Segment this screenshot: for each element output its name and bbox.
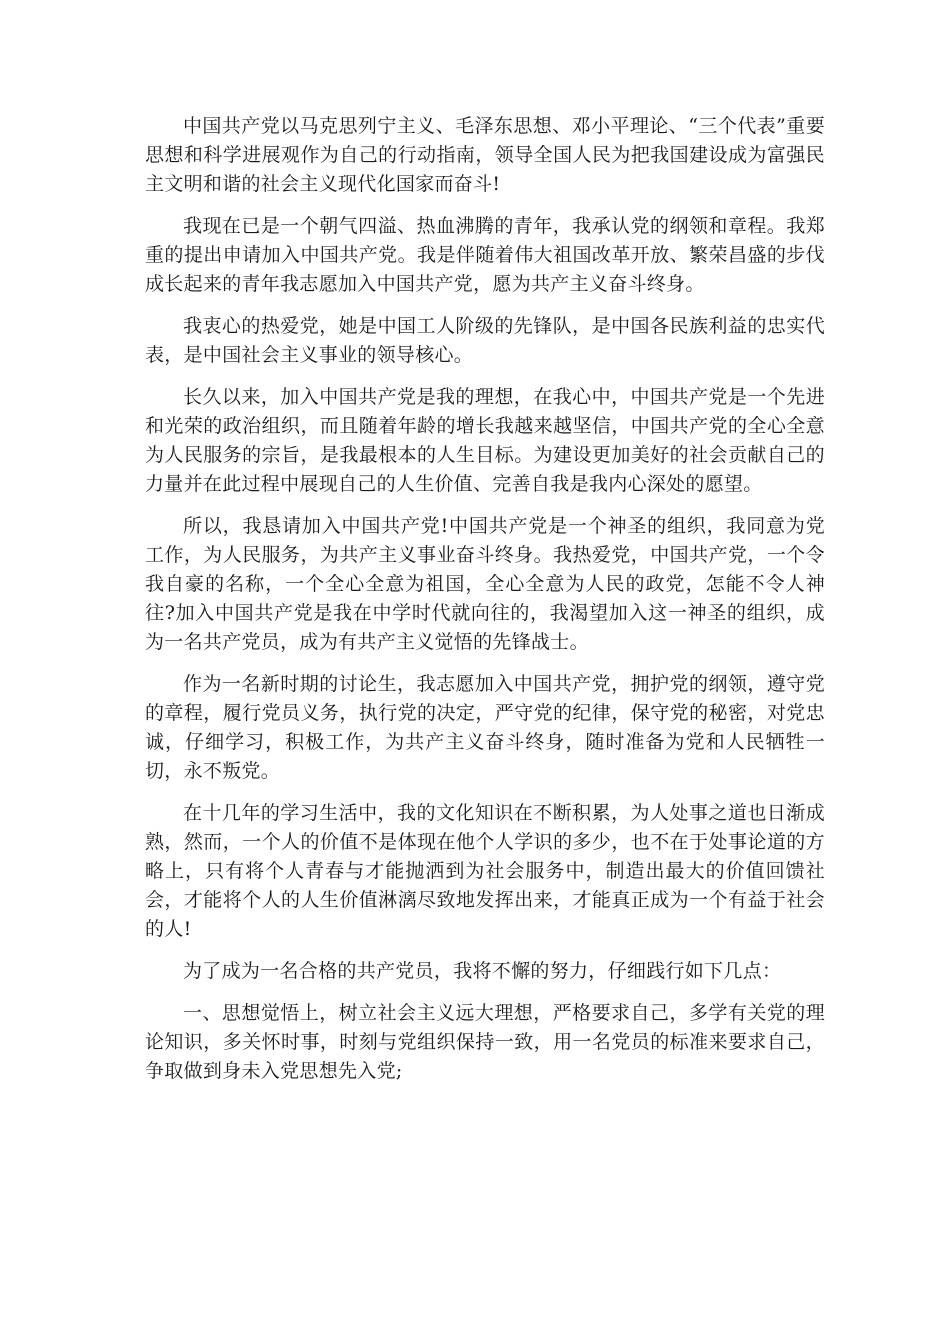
paragraph: 我现在已是一个朝气四溢、热血沸腾的青年，我承认党的纲领和章程。我郑重的提出申请加入中国共产党。我是伴随着伟大祖国改革开放、繁荣昌盛的步伐成长起来的青年我志愿加入中国共产党，愿为共产主义奋斗终身。 <box>145 215 825 295</box>
paragraph: 一、思想觉悟上，树立社会主义远大理想，严格要求自己，多学有关党的理论知识，多关怀时事，时刻与党组织保持一致，用一名党员的标准来要求自己，争取做到身未入党思想先入党; <box>145 1002 825 1082</box>
paragraph: 为了成为一名合格的共产党员，我将不懈的努力，仔细践行如下几点： <box>183 960 782 982</box>
paragraph: 作为一名新时期的讨论生，我志愿加入中国共产党，拥护党的纲领，遵守党的章程，履行党员义务，执行党的决定，严守党的纪律，保守党的秘密，对党忠诚，仔细学习，积极工作，为共产主义奋斗终身，随时准备为党和人民牺牲一切，永不叛党。 <box>145 673 825 782</box>
document-body <box>145 112 825 1099</box>
paragraph: 中国共产党以马克思列宁主义、毛泽东思想、邓小平理论、“三个代表”重要思想和科学进展观作为自己的行动指南，领导全国人民为把我国建设成为富强民主文明和谐的社会主义现代化国家而奋斗! <box>145 115 825 195</box>
paragraph: 所以，我恳请加入中国共产党!中国共产党是一个神圣的组织，我同意为党工作，为人民服务，为共产主义事业奋斗终身。我热爱党，中国共产党，一个令我自豪的名称，一个全心全意为祖国，全心全意为人民的政党，怎能不令人神往?加入中国共产党是我在中学时代就向往的，我渴望加入这一神圣的组织，成为一名共产党员，成为有共产主义觉悟的先锋战士。 <box>145 515 825 653</box>
paragraph: 我衷心的热爱党，她是中国工人阶级的先锋队，是中国各民族利益的忠实代表，是中国社会主义事业的领导核心。 <box>145 315 825 366</box>
paragraph: 在十几年的学习生活中，我的文化知识在不断积累，为人处事之道也日渐成熟，然而，一个人的价值不是体现在他个人学识的多少，也不在于处事论道的方略上，只有将个人青春与才能抛洒到为社会服务中，制造出最大的价值回馈社会，才能将个人的人生价值淋漓尽致地发挥出来，才能真正成为一个有益于社会的人! <box>145 802 825 940</box>
paragraph: 长久以来，加入中国共产党是我的理想，在我心中，中国共产党是一个先进和光荣的政治组织，而且随着年龄的增长我越来越坚信，中国共产党的全心全意为人民服务的宗旨，是我最根本的人生目标。为建设更加美好的社会贡献自己的力量并在此过程中展现自己的人生价值、完善自我是我内心深处的愿望。 <box>145 386 825 495</box>
